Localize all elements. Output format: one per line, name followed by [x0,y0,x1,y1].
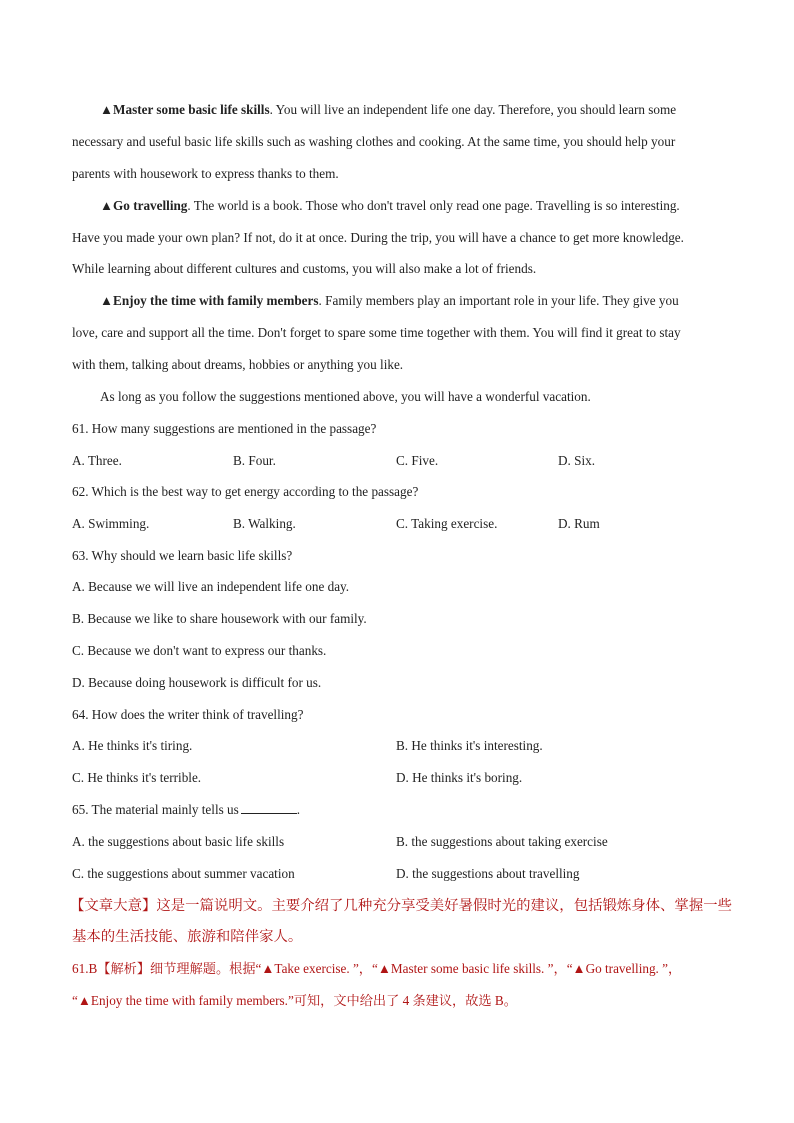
q61-option-a: A. Three. [72,453,122,468]
paragraph-life-skills-line-2: necessary and useful basic life skills such as washing clothes and cooking. At the same time, you should help your [72,134,676,149]
q62-option-d: D. Rum [558,516,600,531]
paragraph-travelling-line-1: ▲Go travelling. The world is a book. Those who don't travel only read one page. Travelling is so interesting. [100,198,680,213]
answer-blank [241,801,297,814]
question-62-stem: 62. Which is the best way to get energy according to the passage? [72,484,419,499]
paragraph-life-skills-line-3: parents with housework to express thanks to them. [72,166,339,181]
paragraph-family-line-2: love, care and support all the time. Don't forget to spare some time together with them. You will find it great to stay [72,325,681,340]
paragraph-travelling-line-3: While learning about different cultures and customs, you will also make a lot of friends. [72,261,537,276]
heading-family: ▲Enjoy the time with family members [100,293,319,308]
answer-61-line-2: “▲Enjoy the time with family members.”可知，文中给出了 4 条建议，故选 B。 [72,993,517,1008]
q65-option-a: A. the suggestions about basic life skills [72,834,285,849]
q62-option-c: C. Taking exercise. [396,516,498,531]
q61-option-b: B. Four. [233,453,276,468]
question-64-stem: 64. How does the writer think of travelling? [72,707,304,722]
q64-option-d: D. He thinks it's boring. [396,770,523,785]
paragraph-family-line-1: ▲Enjoy the time with family members. Family members play an important role in your life. They give you [100,293,679,308]
q65-option-d: D. the suggestions about travelling [396,866,580,881]
q62-option-a: A. Swimming. [72,516,150,531]
q63-option-a: A. Because we will live an independent life one day. [72,579,350,594]
summary-line-1: 【文章大意】这是一篇说明文。主要介绍了几种充分享受美好暑假时光的建议，包括锻炼身体、掌握一些 [70,898,732,914]
q65-option-c: C. the suggestions about summer vacation [72,866,295,881]
q63-option-c: C. Because we don't want to express our thanks. [72,643,327,658]
q62-option-b: B. Walking. [233,516,296,531]
paragraph-life-skills-line-1: ▲Master some basic life skills. You will live an independent life one day. Therefore, you should learn some [100,102,677,117]
heading-life-skills: ▲Master some basic life skills [100,102,270,117]
question-65-stem: 65. The material mainly tells us . [72,802,301,817]
q65-option-b: B. the suggestions about taking exercise [396,834,608,849]
q61-option-d: D. Six. [558,453,596,468]
paragraph-family-line-3: with them, talking about dreams, hobbies or anything you like. [72,357,404,372]
q63-option-b: B. Because we like to share housework with our family. [72,611,367,626]
q64-option-a: A. He thinks it's tiring. [72,738,193,753]
paragraph-travelling-line-2: Have you made your own plan? If not, do it at once. During the trip, you will have a chance to get more knowledge. [72,230,684,245]
q63-option-d: D. Because doing housework is difficult for us. [72,675,322,690]
heading-travelling: ▲Go travelling [100,198,188,213]
summary-line-2: 基本的生活技能、旅游和陪伴家人。 [72,929,303,945]
q64-option-b: B. He thinks it's interesting. [396,738,543,753]
answer-61-line-1: 61.B【解析】细节理解题。根据“▲Take exercise. ”，“▲Master some basic life skills. ”，“▲Go travelling. ”， [72,961,682,976]
q64-option-c: C. He thinks it's terrible. [72,770,202,785]
question-63-stem: 63. Why should we learn basic life skills? [72,548,293,563]
summary-tag: 【文章大意】 [70,898,157,914]
q61-option-c: C. Five. [396,453,439,468]
question-61-stem: 61. How many suggestions are mentioned in the passage? [72,421,377,436]
conclusion: As long as you follow the suggestions mentioned above, you will have a wonderful vacation. [100,389,591,404]
